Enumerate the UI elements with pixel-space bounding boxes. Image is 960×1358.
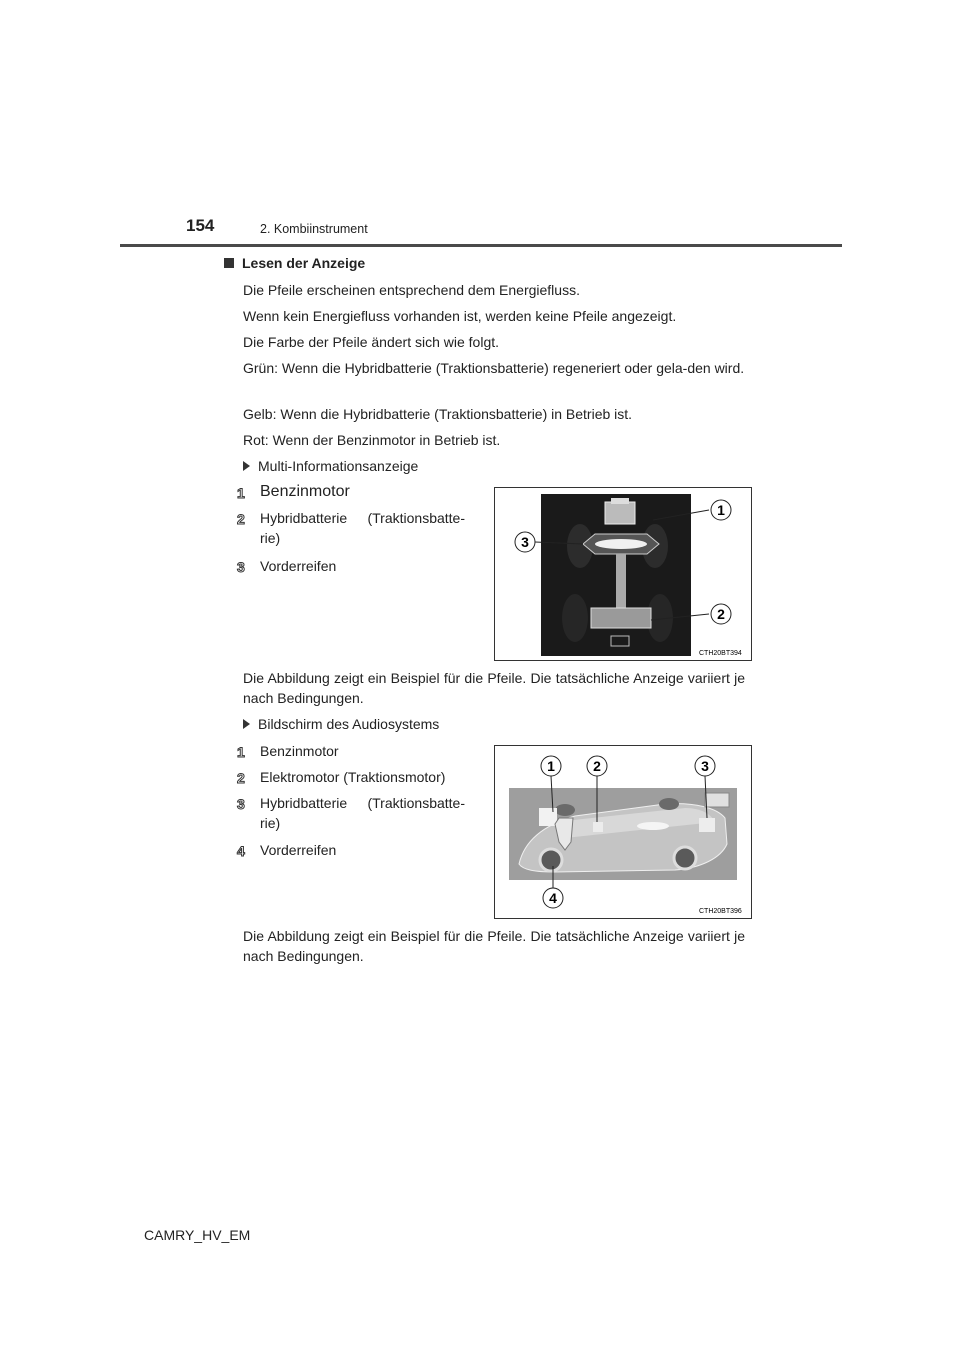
section-heading-text: Lesen der Anzeige	[242, 255, 366, 271]
callout-label: 4	[549, 890, 557, 906]
header-rule	[120, 244, 842, 247]
subsection-title: Bildschirm des Audiosystems	[258, 716, 440, 732]
car-energy-diagram	[495, 746, 751, 918]
paragraph: Grün: Wenn die Hybridbatterie (Traktionsbatterie) regeneriert oder gela-den wird.	[243, 360, 745, 376]
figure-code: CTH20BT394	[699, 650, 742, 657]
item-label: Elektromotor (Traktionsmotor)	[260, 769, 446, 785]
item-number: 4	[237, 843, 245, 859]
item-number: 3	[237, 796, 245, 812]
wheel-front-left	[540, 849, 562, 871]
item-label: Hybridbatterie (Traktionsbatte-rie)	[260, 510, 465, 546]
subsection-audio	[243, 716, 439, 732]
subsection-title: Multi-Informationsanzeige	[258, 458, 419, 474]
wheel-rear-left	[555, 804, 575, 816]
energy-flow-diagram	[495, 488, 751, 660]
audio-display-figure	[494, 745, 752, 919]
subsection-multi-info	[243, 458, 418, 474]
item-number: 1	[237, 744, 245, 760]
item-label: Hybridbatterie (Traktionsbatte-rie)	[260, 795, 465, 831]
triangle-bullet-icon	[243, 719, 250, 729]
item-number: 3	[237, 559, 245, 575]
footer-model: CAMRY_HV_EM	[144, 1227, 251, 1243]
item-number: 2	[237, 770, 245, 786]
energy-arrow-glow	[595, 539, 647, 549]
wheel-rear-right	[659, 798, 679, 810]
item-number: 1	[237, 485, 245, 501]
motor-icon	[593, 822, 603, 832]
engine-icon	[605, 502, 635, 524]
back-icon	[705, 793, 729, 807]
page-number: 154	[186, 216, 215, 235]
item-label: Benzinmotor	[260, 483, 350, 500]
battery-icon	[699, 818, 715, 832]
section-heading	[224, 255, 365, 271]
paragraph: Rot: Wenn der Benzinmotor in Betrieb ist.	[243, 432, 501, 448]
figure-note: Die Abbildung zeigt ein Beispiel für die Pfeile. Die tatsächliche Anzeige variiert je nach Bedingungen.	[243, 928, 745, 964]
callout-label: 3	[701, 758, 709, 774]
square-bullet-icon	[224, 258, 234, 268]
figure-note: Die Abbildung zeigt ein Beispiel für die Pfeile. Die tatsächliche Anzeige variiert je nach Bedingungen.	[243, 670, 745, 706]
item-number: 2	[237, 511, 245, 527]
multi-info-display-figure	[494, 487, 752, 661]
item-label: Benzinmotor	[260, 743, 339, 759]
callout-label: 2	[717, 606, 725, 622]
energy-arrow-battery	[616, 554, 626, 610]
callout-label: 2	[593, 758, 601, 774]
wheel-front-right	[674, 847, 696, 869]
paragraph: Die Farbe der Pfeile ändert sich wie folgt.	[243, 334, 500, 350]
item-label: Vorderreifen	[260, 558, 337, 574]
callout-label: 1	[547, 758, 555, 774]
paragraph: Gelb: Wenn die Hybridbatterie (Traktionsbatterie) in Betrieb ist.	[243, 406, 633, 422]
hybrid-battery-icon	[591, 608, 651, 628]
triangle-bullet-icon	[243, 461, 250, 471]
wheel-rear-left	[562, 594, 588, 642]
engine-icon	[539, 808, 557, 826]
paragraph: Wenn kein Energiefluss vorhanden ist, werden keine Pfeile angezeigt.	[243, 308, 677, 324]
callout-label: 1	[717, 502, 725, 518]
energy-glow	[637, 822, 669, 830]
engine-top	[611, 498, 629, 504]
callout-label: 3	[521, 534, 529, 550]
paragraph: Die Pfeile erscheinen entsprechend dem Energiefluss.	[243, 282, 580, 298]
chapter-title: 2. Kombiinstrument	[260, 222, 368, 236]
figure-code: CTH20BT396	[699, 908, 742, 915]
item-label: Vorderreifen	[260, 842, 337, 858]
